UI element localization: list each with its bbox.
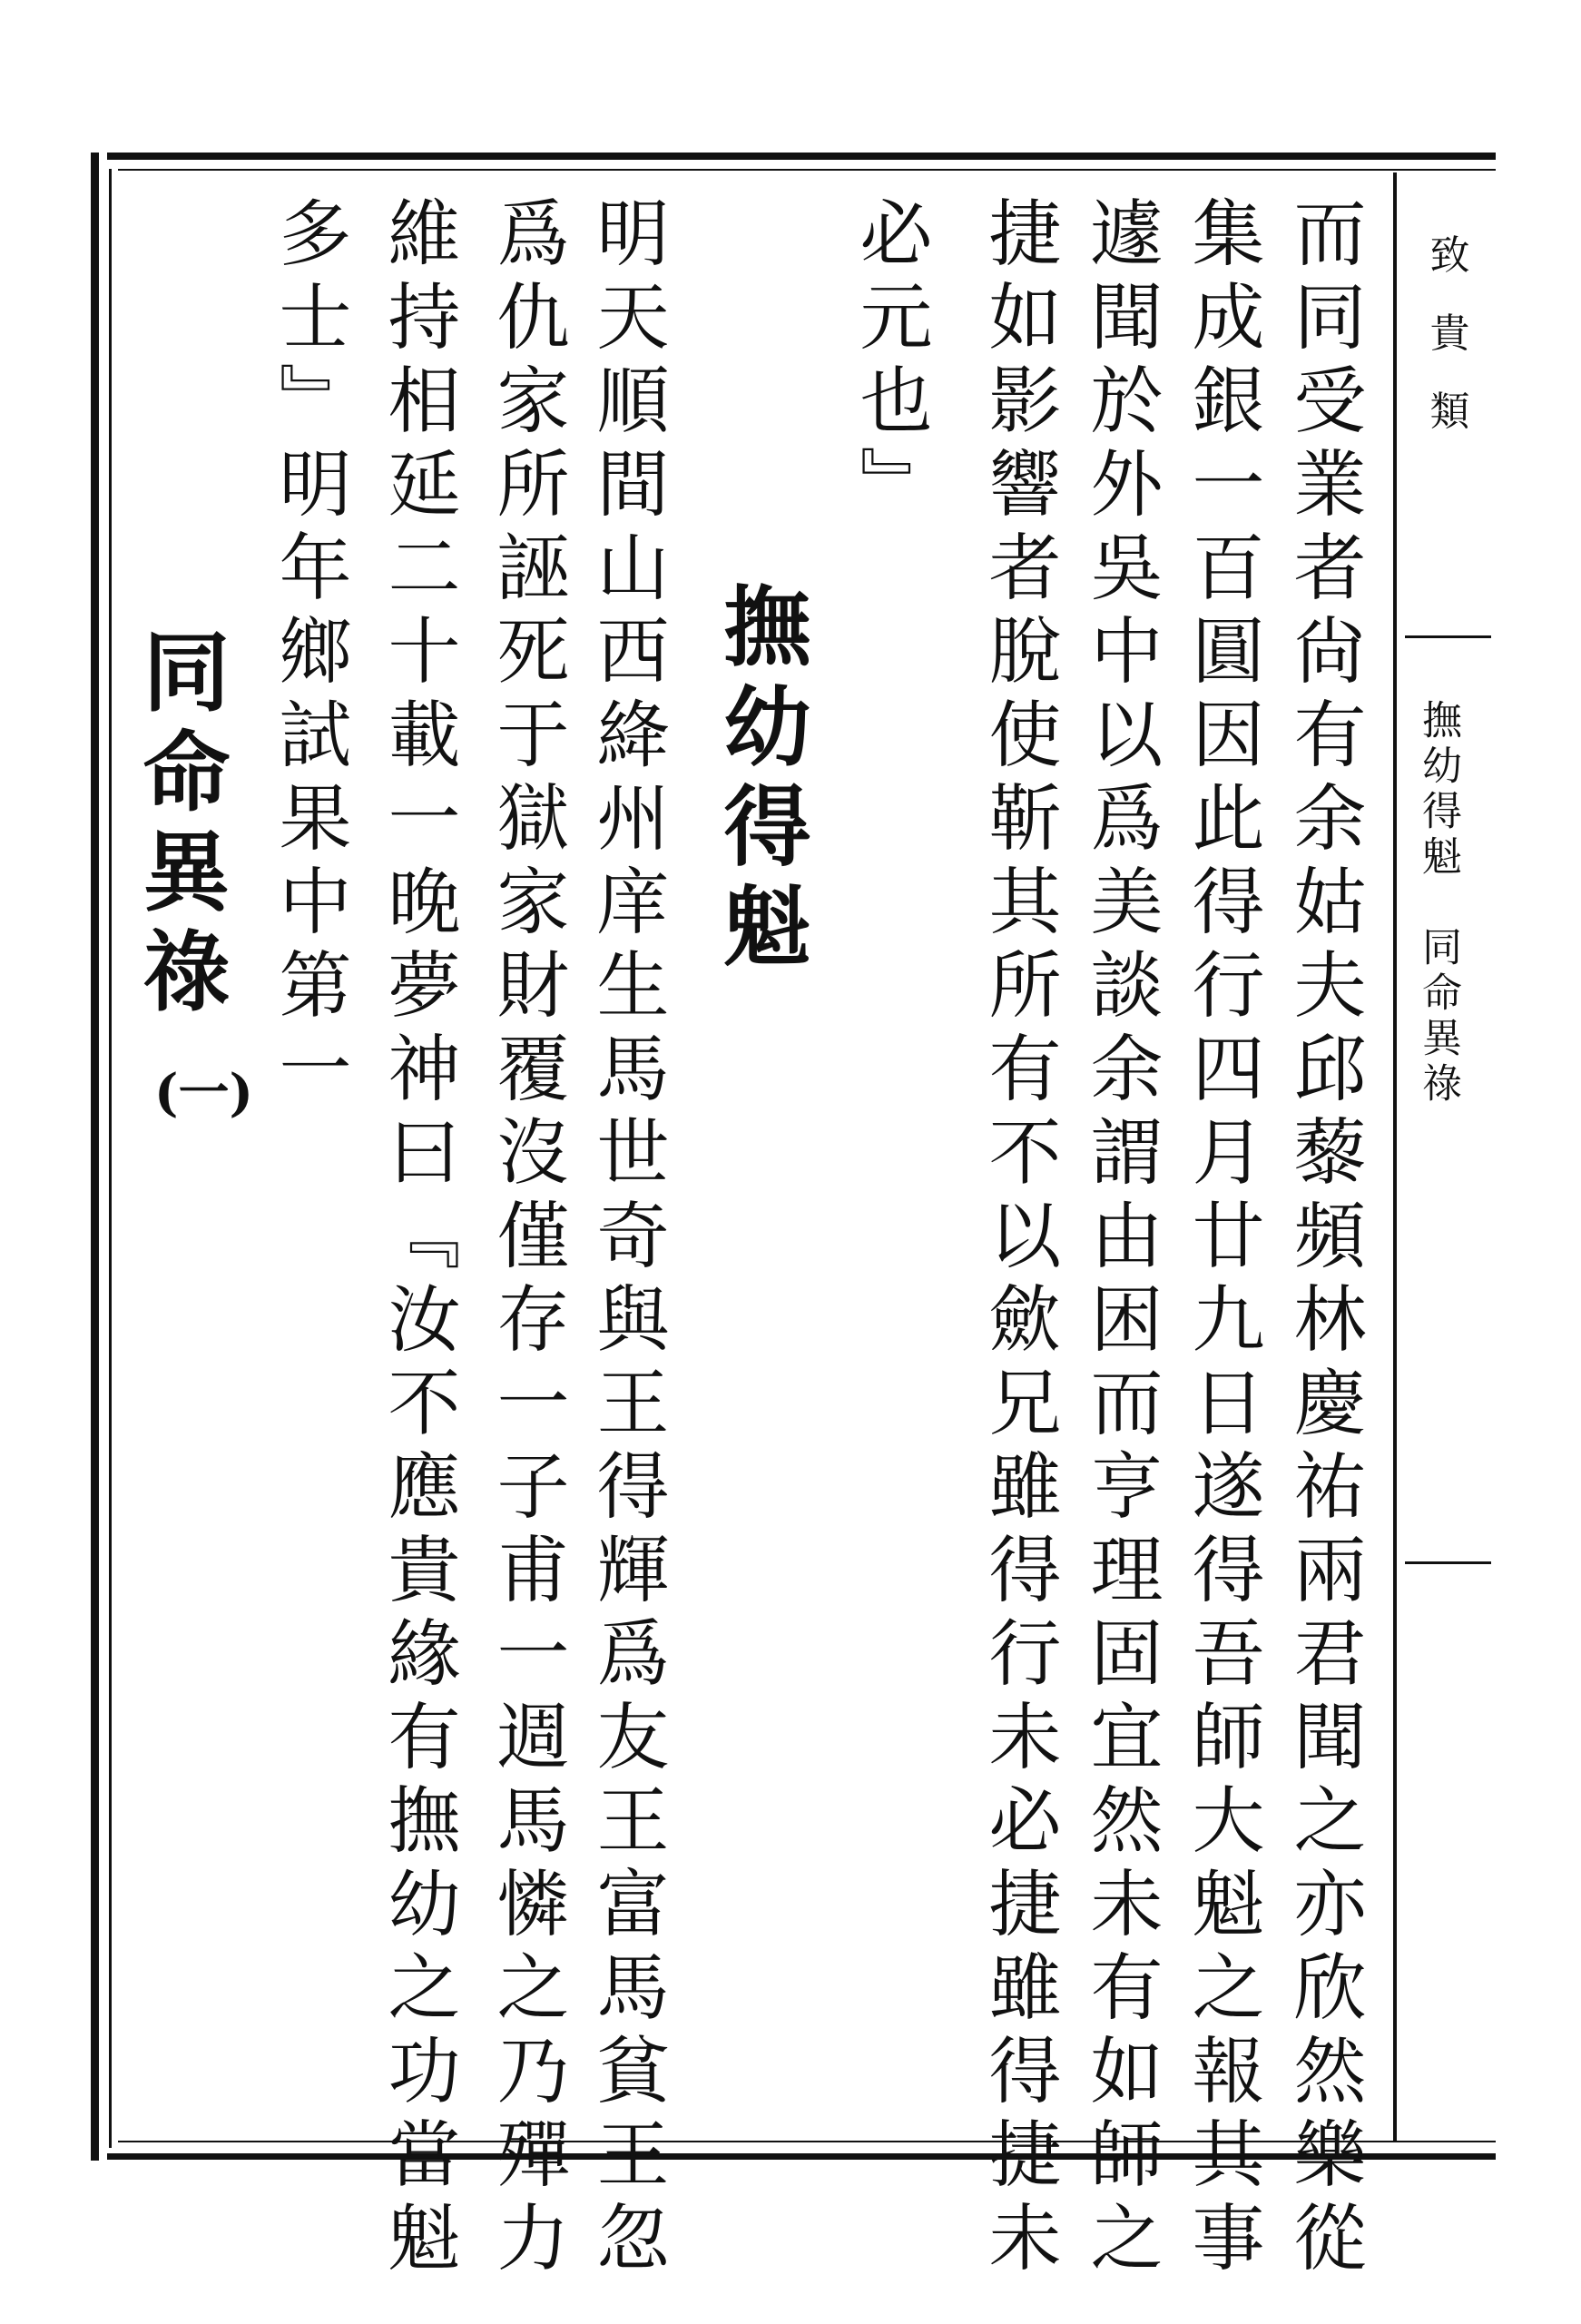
margin-tick-lower xyxy=(1405,1561,1491,1564)
text-column: 而同受業者尙有余姑夫邱藜頻林慶祐兩君聞之亦欣然樂從 xyxy=(1281,195,1366,2283)
frame-left-thin-rule xyxy=(109,169,112,2148)
volume-marker: (一) xyxy=(154,1063,253,1123)
running-header-char: 類 xyxy=(1429,389,1470,435)
text-column: 維持相延二十載一晚夢神曰『汝不應貴緣有撫幼之功當魁 xyxy=(376,195,460,2283)
text-column: 捷如影響者脫使靳其所有不以歛兄雖得行未必捷雖得捷未 xyxy=(977,195,1061,2283)
text-column: 多士』明年鄉試果中第一 xyxy=(267,195,351,1114)
margin-tick-upper xyxy=(1405,635,1491,638)
text-column: 遽聞於外吳中以爲美談余謂由困而亨理固宜然未有如師之 xyxy=(1078,195,1163,2283)
running-header-char: 致 xyxy=(1429,232,1470,279)
frame-left-rule xyxy=(91,153,99,2161)
running-header xyxy=(1416,232,1484,470)
text-column: 集成銀一百圓因此得行四月廿九日遂得吾師大魁之報其事 xyxy=(1180,195,1264,2283)
section-title-margin: 撫幼得魁 同命異祿 xyxy=(1415,699,1461,1108)
margin-divider-rule xyxy=(1393,172,1397,2141)
frame-top-rule xyxy=(107,153,1496,160)
running-header-char: 貴 xyxy=(1429,310,1470,357)
story-heading: 撫幼得魁 xyxy=(710,581,812,980)
next-story-title: 同命異祿 xyxy=(129,626,231,1026)
text-column: 必元也』 xyxy=(848,195,932,529)
frame-top-thin-rule xyxy=(118,169,1496,171)
text-column: 明天順間山西絳州庠生馬世奇與王得輝爲友王富馬貧王忽 xyxy=(584,195,669,2283)
text-column: 爲仇家所誣死于獄家財覆沒僅存一子甫一週馬憐之乃殫力 xyxy=(485,195,569,2283)
